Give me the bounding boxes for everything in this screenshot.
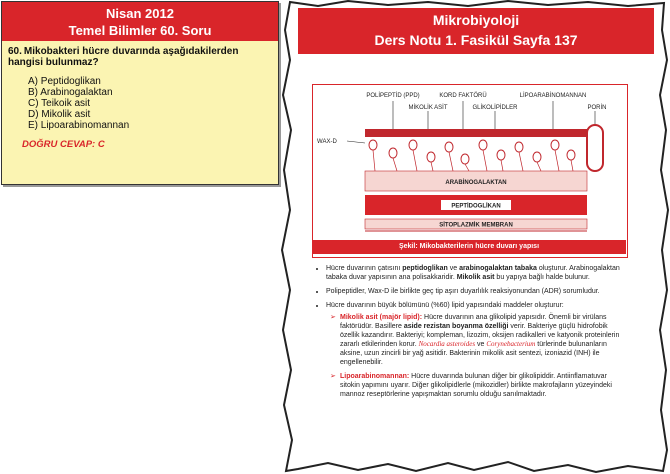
label-glikolipidler: GLİKOLİPİDLER (472, 105, 518, 111)
option-c: C) Teikoik asit (28, 98, 91, 109)
option-d: D) Mikolik asit (28, 109, 91, 120)
label-arabinogalaktan: ARABİNOGALAKTAN (445, 180, 507, 186)
text: bu yapıya bağlı halde bulunur. (494, 274, 590, 281)
text: verir. Bakteriye güçlü hidrofobik özellik kazandırır. Bakteriyi; kompleman, lizozim, oksijen radikalleri ve katyonik proteinlerin zararlı etkilerinden korur. (340, 323, 620, 348)
option-e: E) Lipoarabinomannan (28, 120, 130, 131)
notes-body (314, 264, 624, 404)
question-text (8, 46, 272, 68)
lipid-sublist (326, 313, 624, 399)
label-peptidoglikan: PEPTİDOGLİKAN (451, 203, 501, 210)
question-stem: Mikobakteri hücre duvarında aşağıdakilerden hangisi bulunmaz? (8, 46, 239, 68)
term-arabinogalaktan: arabinogalaktan tabaka (459, 265, 537, 272)
text: Hücre duvarında bulunan diğer bir glikolipiddir. Antiinflamatuvar sitokin yapımını uyarır. Diğer glikolipidlerle (mikozidler) birlikte makrofajların yüzeyindeki mannoz reseptörlerine yapışmaktan sorumlu olduğu sanılmaktadır. (340, 373, 612, 398)
bullet-lipid (326, 301, 624, 399)
sub-lipoarabinomannan (330, 372, 624, 399)
label-mikolik: MİKOLİK ASİT (408, 105, 448, 111)
option-b: B) Arabinogalaktan (28, 87, 113, 98)
option-a: A) Peptidoglikan (28, 76, 101, 87)
term-mikolik: Mikolik asit (456, 274, 495, 281)
question-card (1, 1, 279, 185)
text: Hücre duvarının çatısını (326, 265, 403, 272)
notes-title: Mikrobiyoloji (432, 12, 520, 28)
text: ve (475, 341, 487, 348)
figure-caption: Şekil: Mikobakterilerin hücre duvarı yapısı (312, 240, 626, 254)
label-waxd: WAX-D (317, 139, 337, 145)
label-kord: KORD FAKTÖRÜ (439, 93, 487, 99)
sub-label: Lipoarabinomannan: (340, 373, 410, 380)
label-sitoplazmik: SİTOPLAZMİK MEMBRAN (439, 222, 513, 229)
term-peptidoglikan: peptidoglikan (402, 265, 448, 272)
species-nocardia: Nocardia asteroides (418, 340, 476, 348)
text: türlerinde bulunanların aksine, uzun zincirli bir yağ asitidir. Bakterinin mikolik asit sentezi, izoniazid (INH) ile engellenebilir. (340, 341, 607, 366)
correct-answer: DOĞRU CEVAP: C (22, 139, 105, 150)
outer-lipid-bar (365, 129, 587, 137)
label-porin: PORİN (587, 105, 607, 111)
notes-panel (278, 0, 670, 474)
term-aside: aside rezistan boyanma özelliği (403, 323, 509, 330)
exam-date: Nisan 2012 (106, 6, 174, 21)
cell-wall-figure (312, 84, 628, 258)
exam-section: Temel Bilimler 60. Soru (68, 23, 212, 38)
sub-mikolik (330, 313, 624, 367)
text: Hücre duvarının ana glikolipid yapısıdır. Önemli bir virülans faktörüdür. Basillere (340, 314, 607, 330)
notes-subtitle: Ders Notu 1. Fasikül Sayfa 137 (374, 32, 578, 48)
answer-options (28, 76, 278, 131)
sub-label: Mikolik asit (majör lipid): (340, 314, 423, 321)
question-header (2, 2, 278, 41)
cell-wall-diagram (313, 85, 627, 257)
text: Hücre duvarının büyük bölümünü (%60) lipid yapısındaki maddeler oluşturur: (326, 302, 564, 309)
species-corynebacterium: Corynebacterium (486, 340, 536, 348)
question-number: 60. (8, 46, 22, 57)
text: ve (447, 265, 460, 272)
notes-header (298, 8, 654, 54)
text: oluşturur. Arabinogalaktan tabaka duvar yapısının ana polisakkaridir. (326, 265, 620, 281)
lipid-molecules (369, 140, 575, 164)
porin-channel (587, 125, 603, 171)
label-polipeptid: POLİPEPTİD (PPD) (366, 93, 420, 99)
bullet-wall-frame (326, 264, 624, 282)
bullet-polipeptid: • Polipeptidler, Wax-D ile birlikte geç tip aşırı duyarlılık reaksiyonundan (ADR) sorumludur. (326, 287, 624, 296)
label-lipoarabino: LİPOARABİNOMANNAN (519, 93, 587, 99)
